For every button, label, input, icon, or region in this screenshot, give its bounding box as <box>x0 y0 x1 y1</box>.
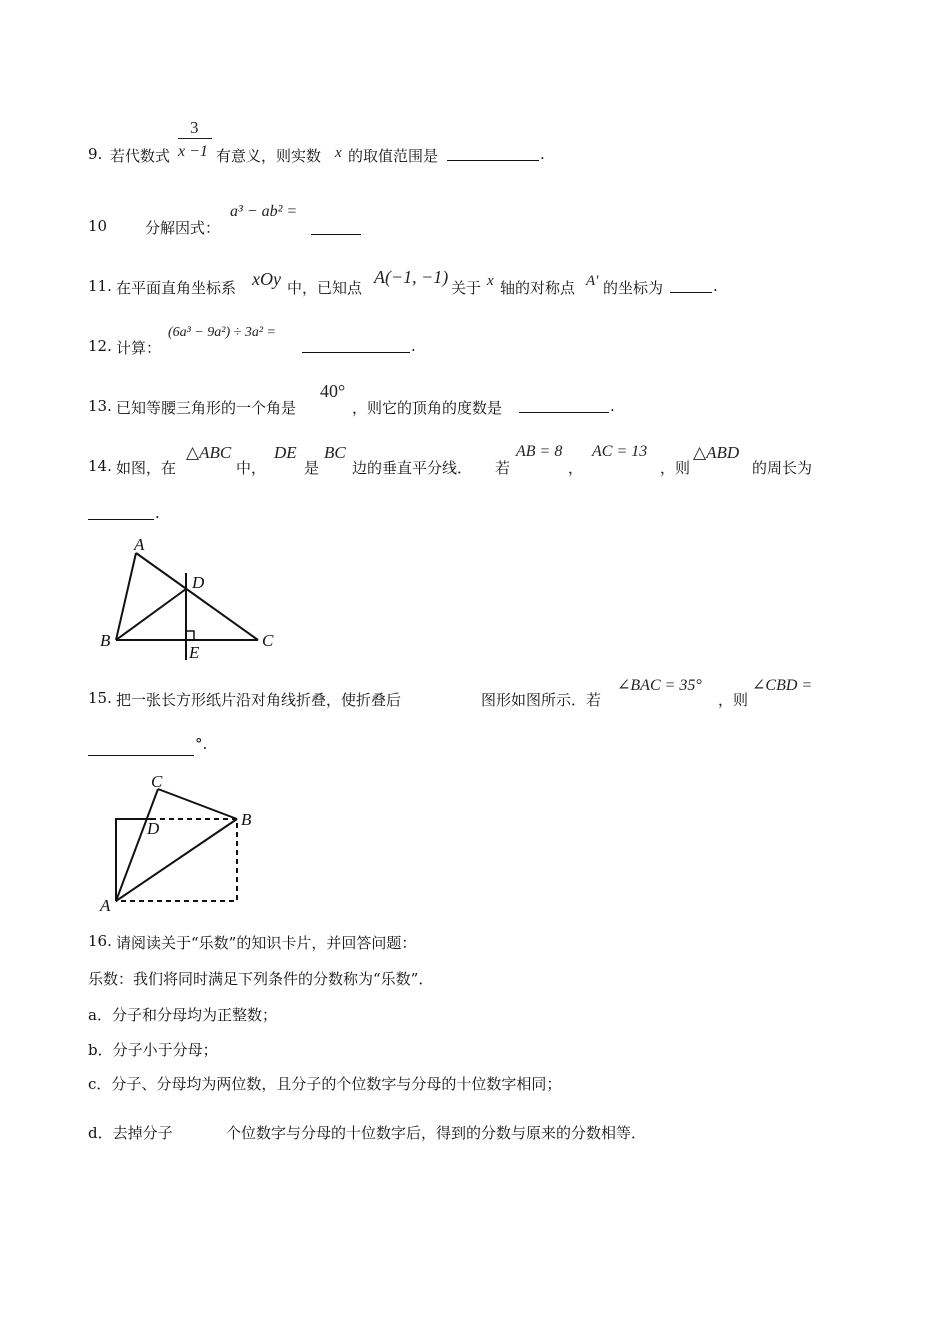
q15-text-a: 把一张长方形纸片沿对角线折叠，使折叠后 <box>116 691 402 709</box>
q14-comma: ， <box>568 459 584 477</box>
q9-text-b: 有意义，则实数 <box>216 147 322 165</box>
q14-label-c: C <box>262 631 274 650</box>
q9-fraction-denominator: x −1 <box>178 143 208 160</box>
q11-text-e: 的坐标为 <box>603 279 664 297</box>
q15-label-d: D <box>147 819 160 838</box>
q13-text-b: ，则它的顶角的度数是 <box>352 399 503 417</box>
q14-number: 14. <box>88 457 112 475</box>
q9-end: . <box>540 145 545 163</box>
q15-end: °. <box>195 735 208 753</box>
q14-segment-bc: BC <box>324 443 346 462</box>
q14-text-d: 边的垂直平分线． <box>352 459 473 477</box>
q9-text-a: 若代数式 <box>110 147 171 165</box>
q16-text: 请阅读关于“乐数”的知识卡片，并回答问题： <box>116 934 417 952</box>
q14-triangle-abd: △ABD <box>693 443 740 462</box>
q16-condition-a: a．分子和分母均为正整数； <box>88 1006 277 1024</box>
q14-text-c: 是 <box>304 459 320 477</box>
q9-fraction-numerator: 3 <box>190 118 199 137</box>
q13-number: 13. <box>88 397 112 415</box>
q16-condition-d-part1: d．去掉分子 <box>88 1124 173 1142</box>
q9-number: 9. <box>88 145 103 163</box>
q15-label-c: C <box>151 772 163 791</box>
q12-answer-blank[interactable] <box>302 338 410 353</box>
q14-label-d: D <box>192 573 205 592</box>
q9-text-c: 的取值范围是 <box>348 147 439 165</box>
q15-text-c: ，则 <box>718 691 749 709</box>
q16-condition-c: c．分子、分母均为两位数，且分子的个位数字与分母的十位数字相同； <box>88 1075 562 1093</box>
q15-diagonal-ab <box>116 819 237 901</box>
q13-end: . <box>610 397 615 415</box>
q14-answer-blank[interactable] <box>88 505 154 520</box>
q14-right-angle-mark <box>186 631 194 640</box>
q15-folded-rectangle-figure <box>95 770 265 915</box>
q13-angle: 40° <box>320 381 346 401</box>
q16-number: 16. <box>88 932 112 950</box>
q14-text-b: 中， <box>236 459 267 477</box>
q15-angle-bac: ∠BAC = 35° <box>617 677 702 694</box>
q14-label-e: E <box>189 643 200 662</box>
q14-end: . <box>155 504 160 522</box>
q14-ab-length: AB = 8 <box>516 443 563 460</box>
q15-folded-edge-ac <box>116 789 158 901</box>
q14-text-e: 若 <box>495 459 511 477</box>
q14-triangle-figure <box>90 530 290 665</box>
q14-triangle-abc: △ABC <box>186 443 232 462</box>
q15-label-a: A <box>100 896 111 915</box>
q15-text-b: 图形如图所示．若 <box>481 691 602 709</box>
q9-answer-blank[interactable] <box>447 146 539 161</box>
q12-text: 计算： <box>116 339 162 357</box>
q9-fraction-bar <box>178 138 212 139</box>
q14-text-a: 如图，在 <box>116 459 177 477</box>
q15-folded-edge-cb <box>158 789 237 819</box>
q12-expression: (6a³ − 9a²) ÷ 3a² = <box>168 325 276 340</box>
q11-text-d: 轴的对称点 <box>500 279 576 297</box>
q16-definition: 乐数：我们将同时满足下列条件的分数称为“乐数”． <box>88 970 434 988</box>
q14-side-ac <box>136 553 258 640</box>
q15-number: 15. <box>88 689 112 707</box>
q11-text-a: 在平面直角坐标系 <box>116 279 237 297</box>
q11-axis: x <box>487 273 494 289</box>
q10-text: 分解因式： <box>145 219 221 237</box>
q10-expression: a³ − ab² = <box>230 203 298 220</box>
q16-condition-b: b．分子小于分母； <box>88 1041 218 1059</box>
q10-answer-blank[interactable] <box>311 220 361 235</box>
q14-text-g: 的周长为 <box>752 459 813 477</box>
q9-variable: x <box>335 145 342 161</box>
q11-point-prime: A′ <box>586 273 599 289</box>
q11-number: 11. <box>88 277 112 295</box>
q15-answer-blank[interactable] <box>88 741 194 756</box>
q14-ac-length: AC = 13 <box>592 443 648 460</box>
q14-segment-de: DE <box>274 443 297 462</box>
q15-label-b: B <box>241 810 252 829</box>
q13-text-a: 已知等腰三角形的一个角是 <box>116 399 297 417</box>
q14-label-a: A <box>134 535 145 554</box>
q11-point: A(−1, −1) <box>374 267 449 287</box>
q14-text-f: ，则 <box>660 459 691 477</box>
q11-coordinate-system: xOy <box>252 269 281 289</box>
q11-answer-blank[interactable] <box>670 278 712 293</box>
q14-label-b: B <box>100 631 111 650</box>
q15-angle-cbd: ∠CBD = <box>752 677 813 694</box>
q13-answer-blank[interactable] <box>519 398 609 413</box>
q12-number: 12. <box>88 337 112 355</box>
q11-text-b: 中，已知点 <box>287 279 363 297</box>
q11-text-c: 关于 <box>451 279 482 297</box>
q11-end: . <box>713 277 718 295</box>
q16-condition-d-part2: 个位数字与分母的十位数字后，得到的分数与原来的分数相等． <box>226 1124 647 1142</box>
q10-number: 10 <box>88 217 108 235</box>
q12-end: . <box>411 337 416 355</box>
